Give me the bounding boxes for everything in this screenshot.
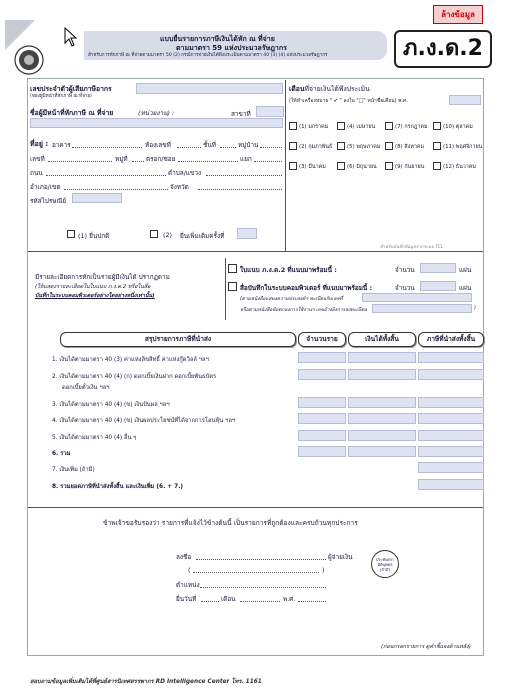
summary-header: สรุปรายการภาษีที่นำส่ง bbox=[60, 332, 296, 347]
month-checkbox[interactable] bbox=[337, 162, 345, 170]
province-field[interactable] bbox=[198, 189, 282, 190]
summary-count-input[interactable] bbox=[298, 446, 346, 457]
attach-form-count-input[interactable] bbox=[420, 263, 456, 273]
filed-year-field[interactable] bbox=[298, 601, 326, 602]
summary-row-label: 3. เงินได้ตามมาตรา 40 (4) (ข) เงินปันผล ฯลฯ bbox=[52, 402, 170, 408]
footer-contact: สอบถามข้อมูลเพิ่มเติมได้ที่ศูนย์สารนิเทศสรรพากร RD Intelligence Center โทร. 1161 bbox=[30, 679, 262, 685]
village-label: หมู่บ้าน bbox=[238, 141, 259, 149]
month-label: (4) เมษายน bbox=[347, 124, 376, 130]
summary-income-input[interactable] bbox=[348, 413, 416, 424]
summary-row-label: 5. เงินได้ตามมาตรา 40 (4) อื่น ๆ bbox=[52, 435, 137, 441]
month-label: เดือน bbox=[289, 85, 305, 93]
mouse-cursor-icon bbox=[64, 27, 78, 49]
taxid-note: (ของผู้มีหน้าที่หักภาษี ณ ที่จ่าย) bbox=[30, 94, 92, 99]
floor-field[interactable] bbox=[220, 147, 236, 148]
year-input[interactable] bbox=[449, 95, 481, 105]
attach-form-count-label: จำนวน bbox=[395, 266, 415, 274]
attach-note1: (ตามหนังสือแสดงความประสงค์ฯ ทะเบียนรับเลขที่ bbox=[240, 297, 343, 302]
month-label: (6) มิถุนายน bbox=[347, 164, 377, 170]
signer-name-close: ) bbox=[322, 566, 325, 574]
filed-day-field[interactable] bbox=[201, 601, 219, 602]
district-label: อำเภอ/เขต bbox=[30, 183, 61, 191]
col-count-header: จำนวนราย bbox=[298, 332, 346, 347]
summary-count-input[interactable] bbox=[298, 430, 346, 441]
month-checkbox[interactable] bbox=[433, 122, 441, 130]
month-label: (10) ตุลาคม bbox=[443, 124, 473, 130]
room-label: ห้องเลขที่ bbox=[145, 141, 171, 149]
revenue-department-logo bbox=[5, 20, 49, 76]
summary-income-input[interactable] bbox=[348, 352, 416, 363]
month-label: (9) กันยายน bbox=[395, 164, 425, 170]
district-field[interactable] bbox=[64, 189, 168, 190]
summary-row-label: 2. เงินได้ตามมาตรา 40 (4) (ก) ดอกเบี้ยเงินฝาก ดอกเบี้ยพันธบัตร bbox=[52, 374, 217, 380]
month-label: (7) กรกฎาคม bbox=[395, 124, 428, 130]
turn-page-note: (ก่อนกรอกรายการ ดูคำชี้แจงด้านหลัง) bbox=[381, 644, 471, 650]
month-label: (2) กุมภาพันธ์ bbox=[299, 144, 333, 150]
month-checkbox[interactable] bbox=[337, 142, 345, 150]
no-label: เลขที่ bbox=[30, 155, 45, 163]
subdistrict-label: ตำบล/แขวง bbox=[168, 169, 202, 177]
sign-label: ลงชื่อ bbox=[176, 553, 192, 561]
title-line3: สำหรับการหักภาษี ณ ที่จ่ายตามมาตรา 50 (2) กรณีการจ่ายเงินได้พึงประเมินตามมาตรา 40 (3) (4) แห่งประมวลรัษฎากร bbox=[88, 53, 328, 58]
branch-label: สาขาที่ bbox=[231, 110, 251, 118]
month-checkbox[interactable] bbox=[289, 142, 297, 150]
additional-filing-checkbox[interactable] bbox=[150, 230, 158, 238]
summary-income-input[interactable] bbox=[348, 397, 416, 408]
attach-media-sheet-label: แผ่น bbox=[459, 284, 472, 292]
name-unit: (หน่วยงาน) : bbox=[138, 109, 175, 117]
building-label: อาคาร bbox=[52, 141, 71, 149]
road-field[interactable] bbox=[46, 175, 166, 176]
position-label: ตำแหน่ง bbox=[176, 581, 200, 589]
name-input[interactable] bbox=[30, 118, 283, 128]
filing-divider bbox=[28, 251, 483, 252]
village-field[interactable] bbox=[260, 147, 282, 148]
registration-number-input[interactable] bbox=[362, 293, 472, 302]
month-label: (12) ธันวาคม bbox=[443, 164, 476, 170]
signer-name-field[interactable] bbox=[193, 572, 319, 573]
column-divider bbox=[285, 80, 286, 251]
taxid-label: เลขประจำตัวผู้เสียภาษีอากร bbox=[30, 85, 112, 93]
normal-filing-checkbox[interactable] bbox=[67, 230, 75, 238]
summary-tax-input[interactable] bbox=[418, 479, 484, 490]
summary-tax-input[interactable] bbox=[418, 413, 484, 424]
filed-month-field[interactable] bbox=[240, 601, 280, 602]
month-checkbox[interactable] bbox=[289, 162, 297, 170]
attach-form-label: ใบแนบ ภ.ง.ด.2 ที่แนบมาพร้อมนี้ : bbox=[240, 266, 337, 274]
title-line2: ตามมาตรา 59 แห่งประมวลรัษฎากร bbox=[176, 44, 287, 52]
month-checkbox[interactable] bbox=[385, 122, 393, 130]
month-label: (1) มกราคม bbox=[299, 124, 329, 130]
summary-count-input[interactable] bbox=[298, 413, 346, 424]
month-checkbox[interactable] bbox=[337, 122, 345, 130]
branch-input[interactable] bbox=[256, 106, 284, 117]
attach-note3: ) bbox=[474, 306, 476, 311]
summary-income-input[interactable] bbox=[348, 369, 416, 380]
building-field[interactable] bbox=[72, 147, 142, 148]
road-label: ถนน bbox=[30, 169, 43, 177]
summary-count-input[interactable] bbox=[298, 397, 346, 408]
filed-year-label: พ.ศ. bbox=[283, 595, 296, 603]
summary-row-label: 7. เงินเพิ่ม (ถ้ามี) bbox=[52, 467, 95, 473]
room-field[interactable] bbox=[177, 147, 201, 148]
declaration-text: ข้าพเจ้าขอรับรองว่า รายการที่แจ้งไว้ข้างต้นนี้ เป็นรายการที่ถูกต้องและครบถ้วนทุกประการ bbox=[103, 519, 358, 527]
attach-media-count-label: จำนวน bbox=[395, 284, 415, 292]
col-income-header: เงินได้ทั้งสิ้น bbox=[348, 332, 416, 347]
no-field[interactable] bbox=[48, 161, 112, 162]
attach-media-checkbox[interactable] bbox=[228, 282, 237, 291]
filed-month-label: เดือน bbox=[221, 595, 236, 603]
summary-tax-input[interactable] bbox=[418, 369, 484, 380]
attach-line3: บันทึกในระบบคอมพิวเตอร์อย่างใดอย่างหนึ่งเท่านั้น) bbox=[35, 293, 155, 299]
postcode-input[interactable] bbox=[72, 193, 122, 203]
moo-field[interactable] bbox=[132, 161, 144, 162]
additional-filing-label: ยื่นเพิ่มเติมครั้งที่ bbox=[180, 232, 225, 240]
address-label: ที่อยู่ : bbox=[30, 140, 49, 148]
province-label: จังหวัด bbox=[170, 183, 189, 191]
additional-count-input[interactable] bbox=[237, 228, 257, 239]
signature-field[interactable] bbox=[196, 559, 326, 560]
reference-number-input[interactable] bbox=[372, 304, 472, 313]
month-note: (ให้ทำเครื่องหมาย " ✔ " ลงใน "□" หน้าชื่อเดือน) พ.ศ. bbox=[289, 98, 408, 104]
position-field[interactable] bbox=[200, 587, 326, 588]
moo-label: หมู่ที่ bbox=[115, 155, 128, 163]
soi-field[interactable] bbox=[178, 161, 238, 162]
filed-date-label: ยื่นวันที่ bbox=[176, 595, 197, 603]
declaration-divider bbox=[28, 507, 483, 508]
postcode-label: รหัสไปรษณีย์ bbox=[30, 197, 67, 205]
attach-media-label: สื่อบันทึกในระบบคอมพิวเตอร์ ที่แนบมาพร้อมนี้ : bbox=[240, 284, 373, 292]
col-tax-header: ภาษีที่นำส่งทั้งสิ้น bbox=[418, 332, 484, 347]
summary-row-label: 4. เงินได้ตามมาตรา 40 (4) (ข) เงินผลประโยชน์ที่ได้จากการโอนหุ้น ฯลฯ bbox=[52, 418, 236, 424]
taxid-input[interactable] bbox=[136, 83, 283, 94]
summary-income-input[interactable] bbox=[348, 446, 416, 457]
attach-note2: หรือตามหนังสือข้อตกลงการใช้งานฯ เลขอ้างอิงการลงทะเบียน bbox=[240, 308, 367, 313]
signer-name-open: ( bbox=[188, 566, 191, 574]
summary-income-input[interactable] bbox=[348, 430, 416, 441]
attach-line1: มีรายละเอียดการหักเป็นรายผู้มีเงินได้ ปรากฏตาม bbox=[35, 273, 170, 281]
title-line1: แบบยื่นรายการภาษีเงินได้หัก ณ ที่จ่าย bbox=[160, 35, 275, 43]
company-seal: ประทับตรา นิติบุคคล (ถ้ามี) bbox=[371, 550, 399, 578]
month-checkbox[interactable] bbox=[433, 142, 441, 150]
month-label: (8) สิงหาคม bbox=[395, 144, 425, 150]
month-checkbox[interactable] bbox=[289, 122, 297, 130]
normal-filing-label: (1) ยื่นปกติ bbox=[78, 232, 110, 240]
summary-row-label: 6. รวม bbox=[52, 451, 71, 457]
month-desc: ที่จ่ายเงินได้พึงประเมิน bbox=[304, 85, 370, 93]
summary-tax-input[interactable] bbox=[418, 352, 484, 363]
summary-count-input[interactable] bbox=[298, 352, 346, 363]
clear-data-button[interactable]: ล้างข้อมูล bbox=[433, 5, 483, 24]
officer-note: สำหรับบันทึกข้อมูลจากระบบ TCL bbox=[380, 245, 444, 250]
floor-label: ชั้นที่ bbox=[203, 141, 216, 149]
additional-filing-number: (2) bbox=[163, 231, 173, 239]
month-label: (11) พฤศจิกายน bbox=[443, 144, 483, 150]
month-checkbox[interactable] bbox=[385, 162, 393, 170]
summary-count-input[interactable] bbox=[298, 369, 346, 380]
summary-tax-input[interactable] bbox=[418, 462, 484, 473]
summary-row-label: 1. เงินได้ตามมาตรา 40 (3) ค่าแห่งลิขสิทธิ์ ค่าแห่งกู๊ดวิลล์ ฯลฯ bbox=[52, 357, 209, 363]
month-checkbox[interactable] bbox=[433, 162, 441, 170]
summary-tax-input[interactable] bbox=[418, 446, 484, 457]
summary-row-label: ดอกเบี้ยตั๋วเงิน ฯลฯ bbox=[62, 385, 110, 391]
month-label: (5) พฤษภาคม bbox=[347, 144, 381, 150]
attach-divider bbox=[225, 258, 226, 320]
name-label: ชื่อผู้มีหน้าที่หักภาษี ณ ที่จ่าย bbox=[30, 109, 114, 117]
summary-row-label: 8. รวมยอดภาษีที่นำส่งทั้งสิ้น และเงินเพิ่ม (6. + 7.) bbox=[52, 484, 184, 490]
payer-label: ผู้จ่ายเงิน bbox=[328, 553, 353, 561]
attach-line2: (ให้แสดงรายละเอียดในใบแนบ ภ.ง.ด.2 หรือในสื่อ bbox=[35, 284, 151, 290]
attach-form-checkbox[interactable] bbox=[228, 264, 237, 273]
summary-tax-input[interactable] bbox=[418, 430, 484, 441]
yaek-field[interactable] bbox=[254, 161, 282, 162]
attach-media-count-input[interactable] bbox=[420, 281, 456, 291]
month-heading bbox=[289, 83, 370, 94]
soi-label: ตรอก/ซอย bbox=[146, 155, 176, 163]
month-label: (3) มีนาคม bbox=[299, 164, 326, 170]
subdistrict-field[interactable] bbox=[206, 175, 282, 176]
summary-tax-input[interactable] bbox=[418, 397, 484, 408]
attach-form-sheet-label: แผ่น bbox=[459, 266, 472, 274]
yaek-label: แยก bbox=[240, 155, 252, 163]
month-checkbox[interactable] bbox=[385, 142, 393, 150]
form-code: ภ.ง.ด.2 bbox=[394, 30, 492, 68]
